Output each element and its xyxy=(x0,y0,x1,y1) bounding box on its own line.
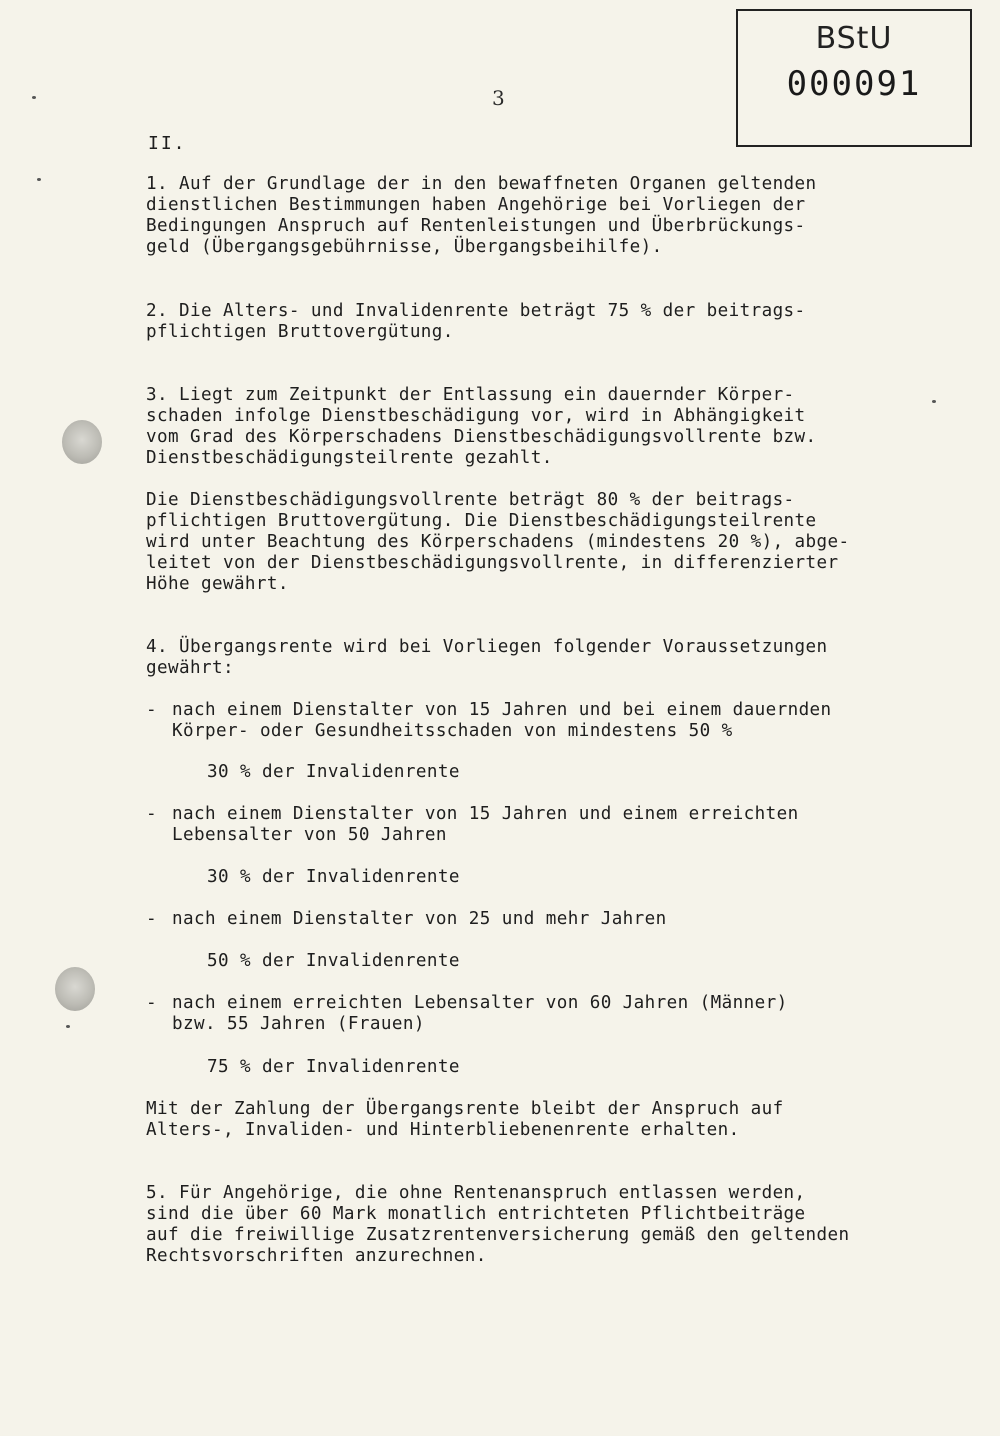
paragraph-line: 2. Die Alters- und Invalidenrente beträgt 75 % der beitrags- xyxy=(146,301,806,321)
paragraph-1 xyxy=(146,174,946,258)
condition-line: nach einem erreichten Lebensalter von 60 Jahren (Männer) xyxy=(172,993,788,1013)
condition-line: nach einem Dienstalter von 25 und mehr Jahren xyxy=(172,909,667,929)
archive-stamp xyxy=(736,9,972,147)
condition-item xyxy=(146,804,906,846)
paragraph-3b xyxy=(146,490,946,595)
paragraph-line: Rechtsvorschriften anzurechnen. xyxy=(146,1246,487,1266)
paragraph-line: Alters-, Invaliden- und Hinterbliebenenrente erhalten. xyxy=(146,1120,740,1140)
list-dash: - xyxy=(146,700,157,720)
condition-line: nach einem Dienstalter von 15 Jahren und einem erreichten xyxy=(172,804,799,824)
condition-item xyxy=(146,993,906,1035)
stamp-title: BStU xyxy=(815,21,893,56)
section-heading: II. xyxy=(148,133,187,154)
scan-speck xyxy=(932,400,936,403)
paragraph-line: vom Grad des Körperschadens Dienstbeschädigungsvollrente bzw. xyxy=(146,427,817,447)
list-dash: - xyxy=(146,909,157,929)
condition-item xyxy=(146,700,906,742)
paragraph-line: schaden infolge Dienstbeschädigung vor, wird in Abhängigkeit xyxy=(146,406,806,426)
paragraph-line: leitet von der Dienstbeschädigungsvollrente, in differenzierter xyxy=(146,553,839,573)
scan-speck xyxy=(32,96,36,99)
paragraph-line: Mit der Zahlung der Übergangsrente bleibt der Anspruch auf xyxy=(146,1099,784,1119)
paragraph-line: sind die über 60 Mark monatlich entrichteten Pflichtbeiträge xyxy=(146,1204,806,1224)
condition-rate: 75 % der Invalidenrente xyxy=(207,1057,460,1077)
paragraph-line: auf die freiwillige Zusatzrentenversicherung gemäß den geltenden xyxy=(146,1225,850,1245)
paragraph-line: wird unter Beachtung des Körperschadens (mindestens 20 %), abge- xyxy=(146,532,850,552)
scan-speck xyxy=(66,1025,70,1028)
paragraph-line: Die Dienstbeschädigungsvollrente beträgt 80 % der beitrags- xyxy=(146,490,795,510)
punch-hole xyxy=(62,420,102,464)
paragraph-5 xyxy=(146,1183,946,1267)
condition-line: nach einem Dienstalter von 15 Jahren und bei einem dauernden xyxy=(172,700,832,720)
paragraph-line: pflichtigen Bruttovergütung. xyxy=(146,322,454,342)
condition-rate: 50 % der Invalidenrente xyxy=(207,951,460,971)
paragraph-line: 5. Für Angehörige, die ohne Rentenanspruch entlassen werden, xyxy=(146,1183,806,1203)
paragraph-line: gewährt: xyxy=(146,658,234,678)
paragraph-line: 1. Auf der Grundlage der in den bewaffneten Organen geltenden xyxy=(146,174,817,194)
paragraph-line: 3. Liegt zum Zeitpunkt der Entlassung ein dauernder Körper- xyxy=(146,385,795,405)
paragraph-4b xyxy=(146,1099,946,1141)
page-number: 3 xyxy=(492,86,506,110)
paragraph-4 xyxy=(146,637,946,679)
list-dash: - xyxy=(146,993,157,1013)
paragraph-line: Höhe gewährt. xyxy=(146,574,289,594)
condition-rate: 30 % der Invalidenrente xyxy=(207,762,460,782)
paragraph-line: geld (Übergangsgebührnisse, Übergangsbeihilfe). xyxy=(146,237,663,257)
condition-line: Körper- oder Gesundheitsschaden von mindestens 50 % xyxy=(172,721,733,741)
paragraph-line: Bedingungen Anspruch auf Rentenleistungen und Überbrückungs- xyxy=(146,216,806,236)
condition-line: bzw. 55 Jahren (Frauen) xyxy=(172,1014,425,1034)
paragraph-2 xyxy=(146,301,946,343)
condition-rate: 30 % der Invalidenrente xyxy=(207,867,460,887)
stamp-number: 000091 xyxy=(786,64,922,104)
paragraph-line: dienstlichen Bestimmungen haben Angehörige bei Vorliegen der xyxy=(146,195,806,215)
paragraph-line: 4. Übergangsrente wird bei Vorliegen folgender Voraussetzungen xyxy=(146,637,828,657)
paragraph-line: pflichtigen Bruttovergütung. Die Dienstbeschädigungsteilrente xyxy=(146,511,817,531)
condition-item xyxy=(146,909,906,930)
list-dash: - xyxy=(146,804,157,824)
condition-line: Lebensalter von 50 Jahren xyxy=(172,825,447,845)
paragraph-3 xyxy=(146,385,946,469)
scan-speck xyxy=(37,178,41,181)
paragraph-line: Dienstbeschädigungsteilrente gezahlt. xyxy=(146,448,553,468)
punch-hole xyxy=(55,967,95,1011)
